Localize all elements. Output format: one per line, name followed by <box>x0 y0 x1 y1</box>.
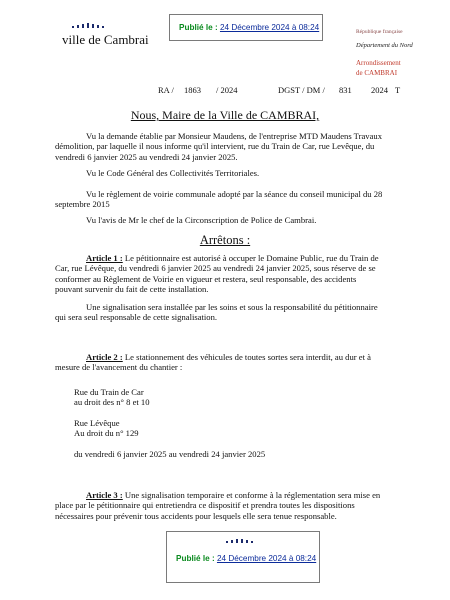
logo-text: ville de Cambrai <box>62 32 149 47</box>
publication-stamp-bottom <box>166 531 320 583</box>
article-1-label: Article 1 : <box>86 253 123 263</box>
vu-demande <box>55 131 399 162</box>
ref-dgst-suffix: T <box>395 85 401 95</box>
logo-dots-icon <box>70 22 110 32</box>
vu-police <box>55 215 399 225</box>
street-2-detail: Au droit du n° 129 <box>74 428 139 438</box>
ref-dgst-number: 831 <box>339 85 352 95</box>
vu-demande-line-1: Vu la demande établie par Monsieur Maudens, de l'entreprise MTD Maudens Travaux <box>86 131 383 141</box>
article-2-line-1: Le stationnement des véhicules de toutes sortes sera interdit, au dur et à <box>122 352 371 362</box>
street-2: Rue Lévêque <box>74 418 120 428</box>
arretons-heading <box>0 233 450 248</box>
article-1-p2-line-1: Une signalisation sera installée par les soins et sous la responsabilité du pétitionnaire <box>86 302 378 312</box>
article-1-paragraph-2 <box>55 302 399 323</box>
ref-ra-number: 1863 <box>184 85 201 95</box>
publication-date-link[interactable]: 24 Décembre 2024 à 08:24 <box>219 23 320 32</box>
article-3-line-3: nécessaires pour prévenir tous accidents pour lesquels elle sera tenue responsable. <box>55 510 337 521</box>
publication-stamp-top <box>169 14 323 41</box>
republique-label: République française <box>356 29 403 35</box>
article-2-label: Article 2 : <box>86 352 123 362</box>
publication-label-bottom: Publié le : <box>176 554 215 563</box>
article-3-label: Article 3 : <box>86 490 123 500</box>
article-1-line-3: conformer au Règlement de Voirie en vigueur et restera, seul responsable, des accidents <box>55 273 357 284</box>
vu-code-line: Vu le Code Général des Collectivités Territoriales. <box>86 168 260 178</box>
article-1 <box>55 253 399 295</box>
article-3-line-2: place par le pétitionnaire qui entretiendra ce dispositif et prendra toutes les dispositions <box>55 500 355 511</box>
street-1-detail: au droit des n° 8 et 10 <box>74 397 150 407</box>
article-2-line-2: mesure de l'avancement du chantier : <box>55 362 183 373</box>
arrondissement-line-1: Arrondissement <box>356 59 401 67</box>
ref-ra-label: RA / <box>158 85 174 95</box>
arretons-text: Arrêtons : <box>199 233 251 247</box>
document-title-text: Nous, Maire de la Ville de CAMBRAI, <box>130 108 320 122</box>
arrondissement-label <box>356 58 401 78</box>
document-title <box>0 108 450 123</box>
article-3-line-1: Une signalisation temporaire et conforme à la réglementation sera mise en <box>122 490 381 500</box>
article-1-line-1: Le pétitionnaire est autorisé à occuper le Domaine Public, rue du Train de <box>122 253 379 263</box>
vu-code <box>55 168 399 178</box>
ref-dgst-year: 2024 <box>371 85 388 95</box>
vu-demande-line-2: démolition, par laquelle il nous informe qu'il intervient, rue du Train de Car, rue Levêque, du <box>55 141 375 152</box>
article-1-p2-line-2: qui sera seul responsable de cette signalisation. <box>55 312 218 323</box>
publication-date-link-bottom[interactable]: 24 Décembre 2024 à 08:24 <box>216 554 317 563</box>
article-3 <box>55 490 399 521</box>
article-2 <box>55 352 399 373</box>
stamp-dots-icon <box>225 536 255 546</box>
arrondissement-line-2: de CAMBRAI <box>356 69 398 77</box>
vu-reglement <box>55 189 399 210</box>
city-logo <box>62 22 158 54</box>
article-1-line-4: pouvant survenir du fait de cette installation. <box>55 284 209 295</box>
vu-demande-line-3: vendredi 6 janvier 2025 au vendredi 24 janvier 2025. <box>55 151 238 162</box>
departement-label: Département du Nord <box>356 42 413 49</box>
ref-dgst-label: DGST / DM / <box>278 85 325 95</box>
vu-reglement-line-2: septembre 2015 <box>55 199 110 210</box>
street-1: Rue du Train de Car <box>74 387 144 397</box>
vu-police-line: Vu l'avis de Mr le chef de la Circonscription de Police de Cambrai. <box>86 215 317 225</box>
article-1-line-2: Car, rue Lévêque, du vendredi 6 janvier 2025 au vendredi 24 janvier 2025, sous réserve de se <box>55 263 376 274</box>
publication-label: Publié le : <box>179 23 218 32</box>
article-2-period: du vendredi 6 janvier 2025 au vendredi 24 janvier 2025 <box>74 449 266 459</box>
ref-ra-year: / 2024 <box>216 85 238 95</box>
vu-reglement-line-1: Vu le règlement de voirie communale adopté par la séance du conseil municipal du 28 <box>86 189 383 199</box>
